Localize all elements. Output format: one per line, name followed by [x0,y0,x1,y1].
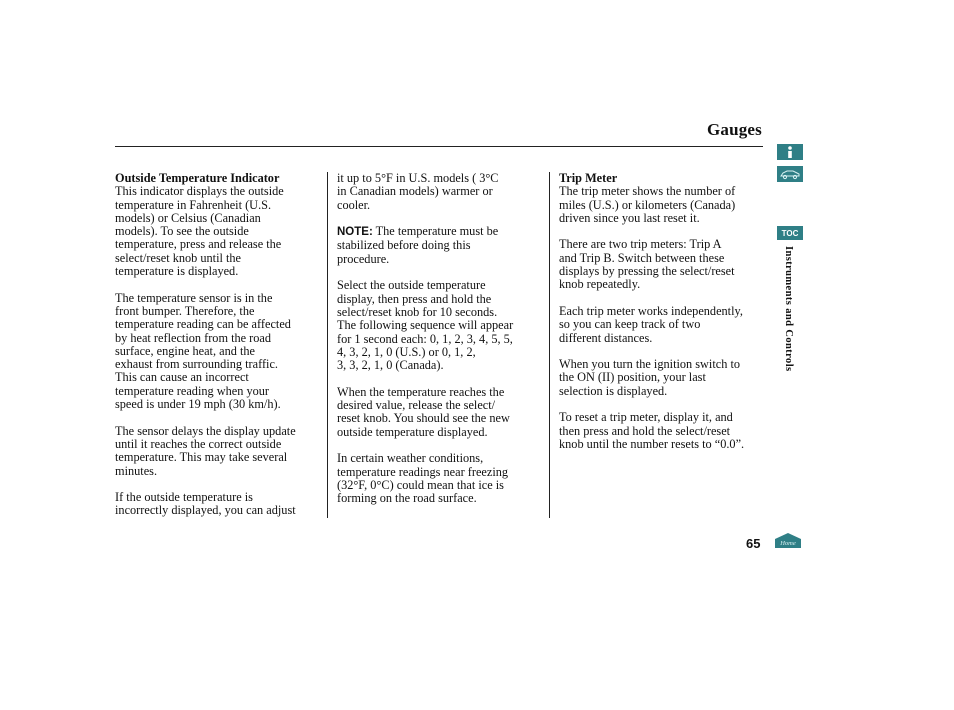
info-button[interactable] [777,144,803,160]
column-temperature-adjust [337,172,542,505]
title-divider [115,146,763,147]
paragraph: In certain weather conditions, temperature readings near freezing (32°F, 0°C) could mean that ice is forming on the road surface. [337,451,509,506]
heading-outside-temperature: Outside Temperature Indicator [115,171,280,185]
chapter-label: Instruments and Controls [783,246,794,372]
paragraph: There are two trip meters: Trip A and Trip B. Switch between these displays by pressing the select/reset knob repeatedly. [559,237,735,292]
paragraph: The trip meter shows the number of miles (U.S.) or kilometers (Canada) driven since you last reset it. [559,184,736,225]
section-title: Gauges [706,120,762,139]
toc-button[interactable] [777,226,803,240]
info-icon [785,146,795,159]
column-divider [549,172,550,518]
paragraph: This indicator displays the outside temperature in Fahrenheit (U.S. models) or Celsius (Canadian models). To see the outside temperature, press and release the select/reset knob until the temperature is displayed. [115,184,284,279]
paragraph: The temperature sensor is in the front bumper. Therefore, the temperature reading can be affected by heat reflection from the road surface, engine heat, and the exhaust from surrounding traffic. This can cause an incorrect temperature reading when your speed is under 19 mph (30 km/h). [115,290,291,412]
paragraph: Select the outside temperature display, then press and hold the select/reset knob for 10 seconds. The following sequence will appear for 1 second each: 0, 1, 2, 3, 4, 5, 5, 4, 3, 2, 1, 0 (U.S.) or 0, 1, 2, 3, 3, 2, 1, 0 (Canada). [337,278,514,373]
paragraph: When you turn the ignition switch to the ON (II) position, your last selection is displayed. [559,357,741,398]
paragraph: The sensor delays the display update until it reaches the correct outside temperature. This may take several minutes. [115,423,296,478]
paragraph: it up to 5°F in U.S. models ( 3°C in Canadian models) warmer or cooler. [337,171,499,212]
column-divider [327,172,328,518]
note-label: NOTE: [337,226,373,239]
note-paragraph [337,225,542,266]
column-trip-meter [559,172,769,451]
column-outside-temperature [115,172,320,518]
paragraph: If the outside temperature is incorrectly displayed, you can adjust [115,490,296,518]
car-icon [779,168,801,180]
toc-label: TOC [781,228,799,238]
page-number: 65 [746,536,761,551]
paragraph: When the temperature reaches the desired value, release the select/ reset knob. You should see the new outside temperature displayed. [337,384,510,439]
home-label: Home [780,540,796,547]
vehicle-index-button[interactable] [777,166,803,182]
heading-trip-meter: Trip Meter [559,171,618,185]
note-text: The temperature must be stabilized before doing this procedure. [337,224,499,266]
paragraph: To reset a trip meter, display it, and then press and hold the select/reset knob until the number resets to “0.0”. [559,410,745,451]
paragraph: Each trip meter works independently, so you can keep track of two different distances. [559,303,743,345]
home-button[interactable] [774,532,802,549]
